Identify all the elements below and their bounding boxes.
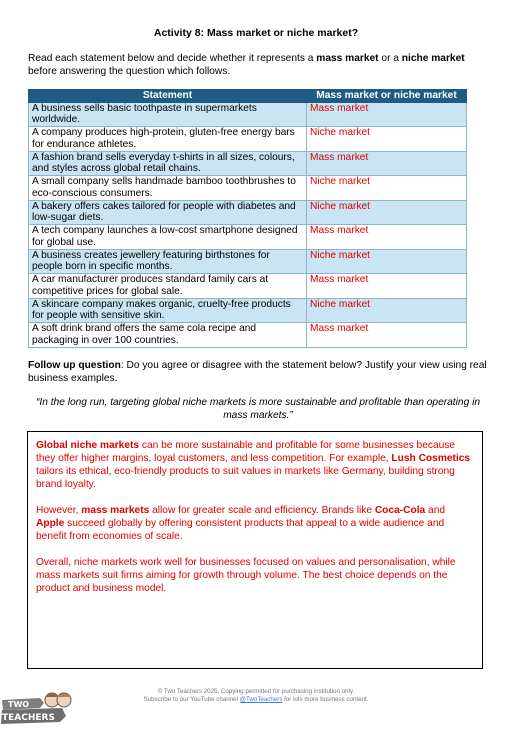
logo-text-top: TWO bbox=[8, 700, 30, 709]
page-title: Activity 8: Mass market or niche market? bbox=[153, 27, 359, 39]
table-row bbox=[29, 249, 467, 274]
statement-cell: A fashion brand sells everyday t-shirts in all sizes, colours, and styles across global retail chains. bbox=[29, 151, 307, 176]
answer-bold: Global niche markets bbox=[36, 440, 140, 451]
answer-cell[interactable]: Mass market bbox=[307, 323, 467, 348]
statement-cell: A company produces high-protein, gluten-free energy bars for endurance athletes. bbox=[29, 127, 307, 152]
table-row bbox=[29, 274, 467, 299]
footer-line-2 bbox=[0, 696, 512, 704]
answer-bold: mass markets bbox=[81, 505, 150, 516]
intro-bold-mass: mass market bbox=[316, 53, 379, 64]
answer-cell[interactable]: Niche market bbox=[307, 176, 467, 201]
footer bbox=[0, 688, 512, 704]
intro-bold-niche: niche market bbox=[401, 53, 465, 64]
footer-text: for lots more business content. bbox=[282, 696, 369, 703]
intro-text bbox=[28, 52, 488, 78]
intro-text-2: or a bbox=[378, 53, 402, 64]
youtube-channel-link[interactable]: @TwoTeachers bbox=[239, 696, 283, 703]
statement-cell: A car manufacturer produces standard family cars at competitive prices for global sale. bbox=[29, 274, 307, 299]
answer-cell[interactable]: Niche market bbox=[307, 200, 467, 225]
statement-cell: A business sells basic toothpaste in supermarkets worldwide. bbox=[29, 102, 307, 127]
logo-text-bottom: TEACHERS bbox=[2, 713, 55, 723]
answer-cell[interactable]: Niche market bbox=[307, 127, 467, 152]
footer-text: Subscribe to our YouTube channel bbox=[143, 696, 240, 703]
followup-text: : Do you agree or disagree with the statement below? Justify your view using real business examples. bbox=[28, 360, 487, 384]
answer-text: tailors its ethical, eco-friendly products to suit values in markets like Germany, building strong brand loyalty. bbox=[36, 466, 455, 490]
followup-question bbox=[28, 359, 488, 385]
statement-cell: A soft drink brand offers the same cola recipe and packaging in over 100 countries. bbox=[29, 323, 307, 348]
table-row bbox=[29, 151, 467, 176]
table-row bbox=[29, 225, 467, 250]
statement-cell: A business creates jewellery featuring birthstones for people born in specific months. bbox=[29, 249, 307, 274]
answer-paragraph-3: Overall, niche markets work well for businesses focused on values and personalisation, while mass markets suit firms aiming for growth through volume. The best choice depends on the product and business model. bbox=[36, 557, 456, 594]
answer-box[interactable] bbox=[27, 431, 483, 669]
table-header-row bbox=[29, 90, 467, 103]
answer-cell[interactable]: Mass market bbox=[307, 151, 467, 176]
answer-text: can be more sustainable and profitable for some businesses because they offer higher margins, loyal customers, and less competition. For example, bbox=[36, 440, 456, 464]
answer-text: succeed globally by offering consistent products that appeal to a wide audience and benefit from economies of scale. bbox=[36, 518, 445, 542]
table-row bbox=[29, 323, 467, 348]
answer-cell[interactable]: Mass market bbox=[307, 274, 467, 299]
quote-statement: “In the long run, targeting global niche markets is more sustainable and profitable than operating in mass markets.” bbox=[36, 397, 480, 421]
answer-paragraph-2 bbox=[36, 504, 474, 543]
answer-text: and bbox=[425, 505, 446, 516]
answer-cell[interactable]: Mass market bbox=[307, 225, 467, 250]
statement-cell: A tech company launches a low-cost smartphone designed for global use. bbox=[29, 225, 307, 250]
followup-label: Follow up question bbox=[28, 360, 121, 371]
statement-cell: A skincare company makes organic, cruelty-free products for people with sensitive skin. bbox=[29, 298, 307, 323]
answer-bold: Coca-Cola bbox=[374, 505, 426, 516]
table-row bbox=[29, 127, 467, 152]
answer-cell[interactable]: Niche market bbox=[307, 298, 467, 323]
answer-cell[interactable]: Niche market bbox=[307, 249, 467, 274]
answer-paragraph-1 bbox=[36, 439, 474, 491]
statement-cell: A small company sells handmade bamboo toothbrushes to eco-conscious consumers. bbox=[29, 176, 307, 201]
answer-bold: Apple bbox=[36, 518, 65, 529]
answer-text: However, bbox=[36, 505, 82, 516]
header-market-type: Mass market or niche market bbox=[307, 90, 467, 103]
answer-bold: Lush Cosmetics bbox=[391, 453, 471, 464]
answer-cell[interactable]: Mass market bbox=[307, 102, 467, 127]
table-row bbox=[29, 298, 467, 323]
table-row bbox=[29, 200, 467, 225]
intro-text-1: Read each statement below and decide whether it represents a bbox=[28, 53, 317, 64]
footer-line-1: © Two Teachers 2025. Copying permitted for purchasing institution only. bbox=[157, 688, 355, 695]
table-row bbox=[29, 176, 467, 201]
activity-table bbox=[28, 89, 467, 348]
intro-text-3: before answering the question which follows. bbox=[28, 66, 231, 77]
statement-cell: A bakery offers cakes tailored for people with diabetes and low-sugar diets. bbox=[29, 200, 307, 225]
header-statement: Statement bbox=[29, 90, 307, 103]
answer-text: allow for greater scale and efficiency. Brands like bbox=[149, 505, 375, 516]
table-row bbox=[29, 102, 467, 127]
